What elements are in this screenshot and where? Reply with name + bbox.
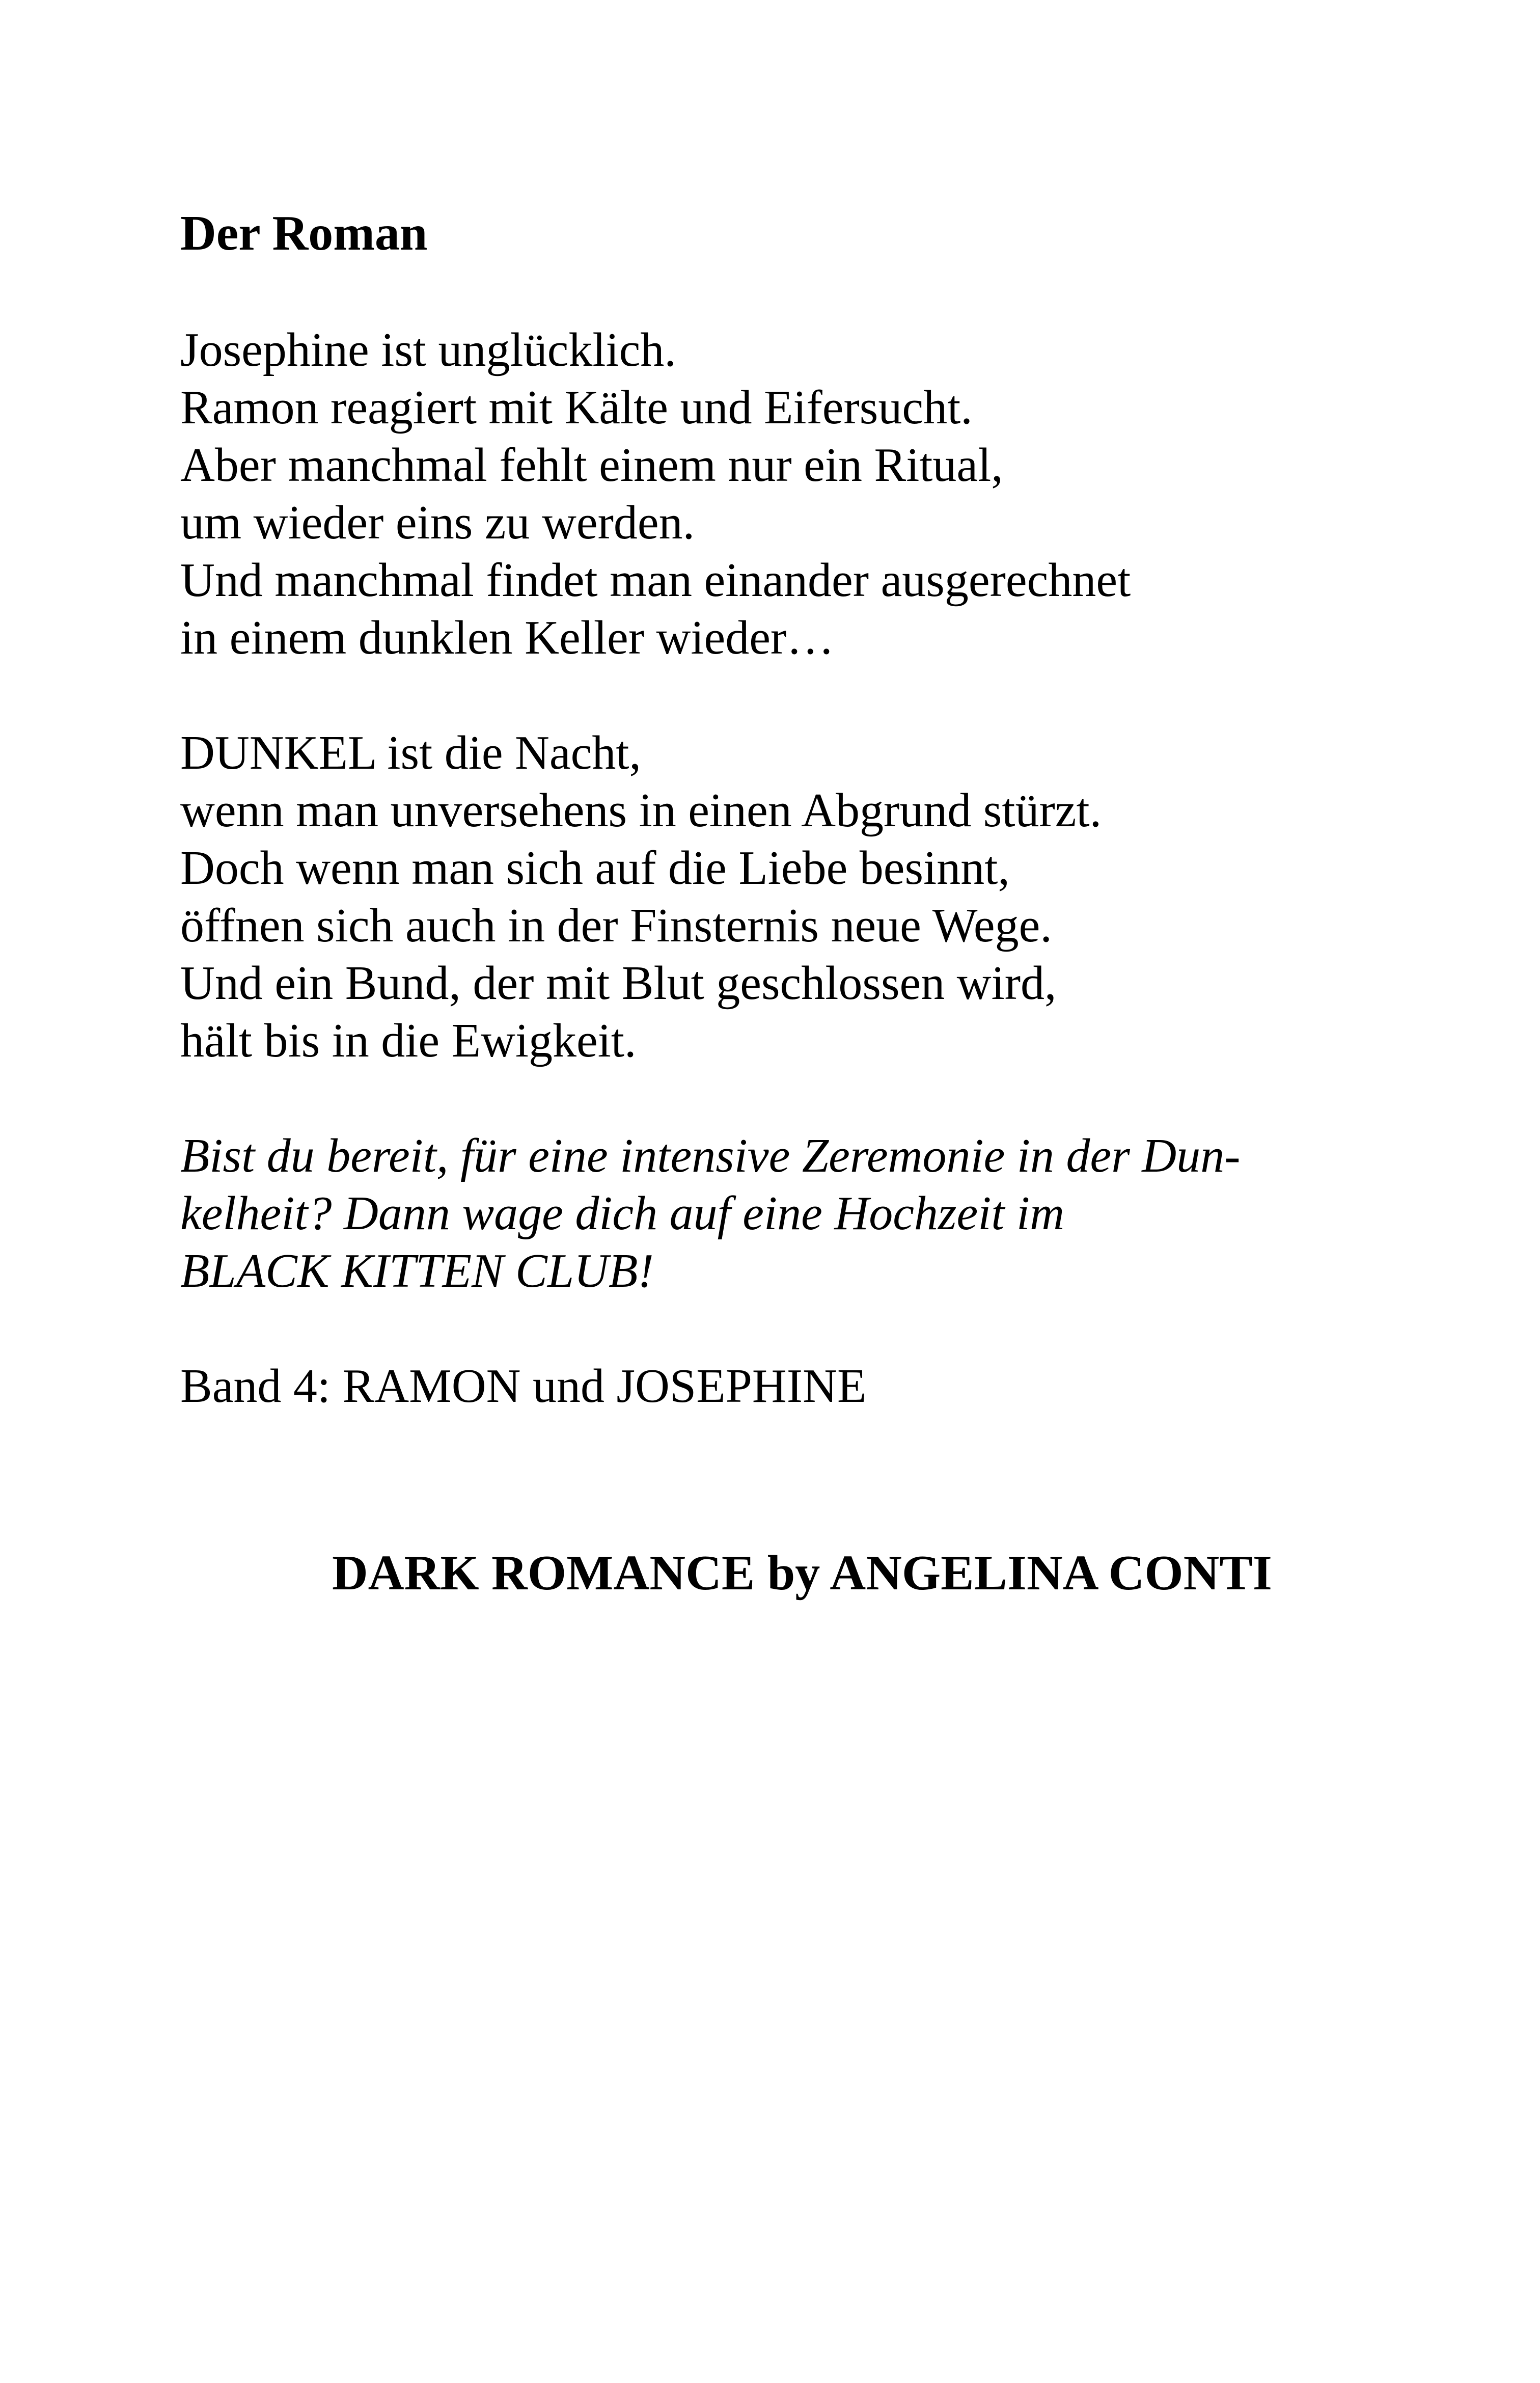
text-line: wenn man unversehens in einen Abgrund stürzt. xyxy=(180,783,1102,837)
text-line: BLACK KITTEN CLUB! xyxy=(180,1244,654,1297)
text-line: hält bis in die Ewigkeit. xyxy=(180,1014,637,1067)
text-line: Bist du bereit, für eine intensive Zeremonie in der Dun- xyxy=(180,1129,1241,1182)
paragraph-invitation xyxy=(180,1127,1352,1300)
text-line: um wieder eins zu werden. xyxy=(180,496,695,549)
text-line: Und manchmal findet man einander ausgerechnet xyxy=(180,553,1131,607)
page-heading: Der Roman xyxy=(180,206,428,261)
text-line: Aber manchmal fehlt einem nur ein Ritual, xyxy=(180,438,1003,492)
text-line: öffnen sich auch in der Finsternis neue Wege. xyxy=(180,899,1052,952)
blurb-content xyxy=(180,204,1352,1415)
volume-line xyxy=(180,1358,1352,1415)
text-line: kelheit? Dann wage dich auf eine Hochzeit im xyxy=(180,1186,1064,1240)
text-line: in einem dunklen Keller wieder… xyxy=(180,611,835,664)
paragraph-dunkel xyxy=(180,724,1352,1070)
text-line: Und ein Bund, der mit Blut geschlossen wird, xyxy=(180,956,1057,1010)
text-line: Josephine ist unglücklich. xyxy=(180,323,676,376)
text-line: Doch wenn man sich auf die Liebe besinnt, xyxy=(180,841,1010,895)
text-line: Band 4: RAMON und JOSEPHINE xyxy=(180,1359,867,1413)
text-line: DUNKEL ist die Nacht, xyxy=(180,726,641,779)
text-line: Ramon reagiert mit Kälte und Eifersucht. xyxy=(180,381,973,434)
author-credit: DARK ROMANCE by ANGELINA CONTI xyxy=(332,1546,1272,1601)
paragraph-intro xyxy=(180,321,1352,667)
